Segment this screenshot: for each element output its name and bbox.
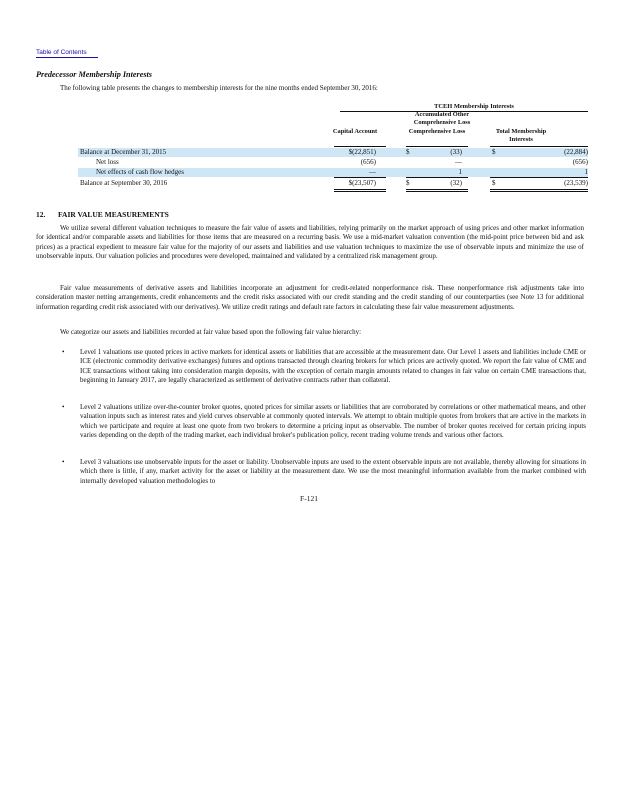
level-1-bullet: Level 1 valuations use quoted prices in active markets for identical assets or liabilities that are accessible at the measurement date. Our Level 1 assets and liabilities include CME or ICE (electronic commodity derivative exchanges) futures and options transacted through clearing brokers for which prices are actively quoted. We report the fair value of CME and ICE transactions without taking into consideration margin deposits, with the exception of certain margin amounts related to changes in fair value on certain CME transactions that, beginning in January 2017, are legally characterized as settlement of derivative contracts rather than collateral. (80, 348, 586, 385)
table-row (78, 179, 588, 188)
bullet-icon: • (62, 348, 65, 356)
subtotal-rule (490, 177, 588, 178)
loss-cell: — (455, 158, 462, 166)
total-cell: 1 (584, 168, 588, 176)
page-number: F-121 (300, 494, 318, 503)
column-header-capital: Capital Account (332, 128, 378, 135)
subtotal-rule (334, 177, 386, 178)
row-label: Net effects of cash flow hedges (96, 168, 184, 176)
row-label: Net loss (96, 158, 119, 166)
column-header-loss: Comprehensive Loss (408, 128, 466, 135)
section-number: 12. (36, 210, 46, 219)
capital-cell: $(22,851) (348, 148, 376, 156)
capital-cell: (656) (360, 158, 376, 166)
total-double-rule (406, 189, 468, 192)
total-cell: (656) (572, 158, 588, 166)
currency-symbol: $ (406, 148, 410, 156)
loss-cell: (32) (450, 179, 462, 187)
currency-symbol: $ (492, 179, 496, 187)
table-sub-header: Accumulated Other Comprehensive Loss (413, 111, 471, 126)
table-of-contents-link[interactable]: Table of Contents (36, 49, 98, 58)
intro-paragraph: The following table presents the changes to membership interests for the nine months ended September 30, 2016: (60, 84, 378, 92)
valuation-techniques-paragraph: We utilize several different valuation techniques to measure the fair value of assets and liabilities, relying primarily on the market approach of using prices and other market information for identical and/or comparable assets and liabilities for those items that are measured on a recurring basis. We use a mid-market valuation convention (the mid-point price between bid and ask prices) as a practical expedient to measure fair value for the majority of our assets and liabilities and use valuation techniques to maximize the use of observable inputs and minimize the use of unobservable inputs. Our valuation policies and procedures were developed, maintained and validated by a centralized risk management group. (36, 224, 584, 261)
bullet-icon: • (62, 403, 65, 411)
capital-cell: — (369, 168, 376, 176)
table-row (78, 168, 588, 177)
column-header-rule (406, 146, 468, 147)
loss-cell: 1 (458, 168, 462, 176)
section-heading-text: FAIR VALUE MEASUREMENTS (58, 210, 169, 219)
row-label: Balance at September 30, 2016 (80, 179, 168, 187)
loss-cell: (33) (450, 148, 462, 156)
currency-symbol: $ (406, 179, 410, 187)
bullet-icon: • (62, 458, 65, 466)
currency-symbol: $ (492, 148, 496, 156)
level-3-bullet: Level 3 valuations use unobservable inputs for the asset or liability. Unobservable inputs are used to the extent observable inputs are not available, thereby allowing for situations in which there is little, if any, market activity for the asset or liability at the measurement date. We use the most meaningful information available from the market combined with internally developed valuation methodologies to (80, 458, 586, 485)
table-row (78, 158, 588, 167)
section-title: Predecessor Membership Interests (36, 70, 152, 79)
fair-value-heading (36, 210, 169, 219)
capital-cell: $(23,507) (348, 179, 376, 187)
credit-risk-paragraph: Fair value measurements of derivative assets and liabilities incorporate an adjustment for credit-related nonperformance risk. These nonperformance risk adjustments take into consideration master netting arrangements, credit enhancements and the credit risks associated with our credit standing and the credit standing of our counterparties (see Note 13 for additional information regarding credit risk associated with our derivatives). We utilize credit ratings and default rate factors in calculating these fair value measurement adjustments. (36, 284, 584, 311)
total-cell: (22,884) (564, 148, 588, 156)
subtotal-rule (406, 177, 468, 178)
total-double-rule (490, 189, 588, 192)
total-cell: (23,539) (564, 179, 588, 187)
hierarchy-intro-paragraph: We categorize our assets and liabilities recorded at fair value based upon the following fair value hierarchy: (60, 328, 362, 336)
column-header-total: Total Membership Interests (495, 128, 547, 143)
table-row (78, 148, 588, 157)
table-group-header: TCEH Membership Interests (434, 103, 514, 110)
row-label: Balance at December 31, 2015 (80, 148, 167, 156)
total-double-rule (334, 189, 386, 192)
column-header-rule (334, 146, 386, 147)
column-header-rule (490, 146, 588, 147)
level-2-bullet: Level 2 valuations utilize over-the-counter broker quotes, quoted prices for similar assets or liabilities that are corroborated by correlations or other mathematical means, and other valuation inputs such as interest rates and yield curves observable at commonly quoted intervals. We attempt to obtain multiple quotes from brokers that are active in the markets in which we participate and require at least one quote from two brokers to determine a pricing input as observable. The number of broker quotes received for certain pricing inputs varies depending on the depth of the trading market, each individual broker's publication policy, recent trading volume trends and various other factors. (80, 403, 586, 440)
